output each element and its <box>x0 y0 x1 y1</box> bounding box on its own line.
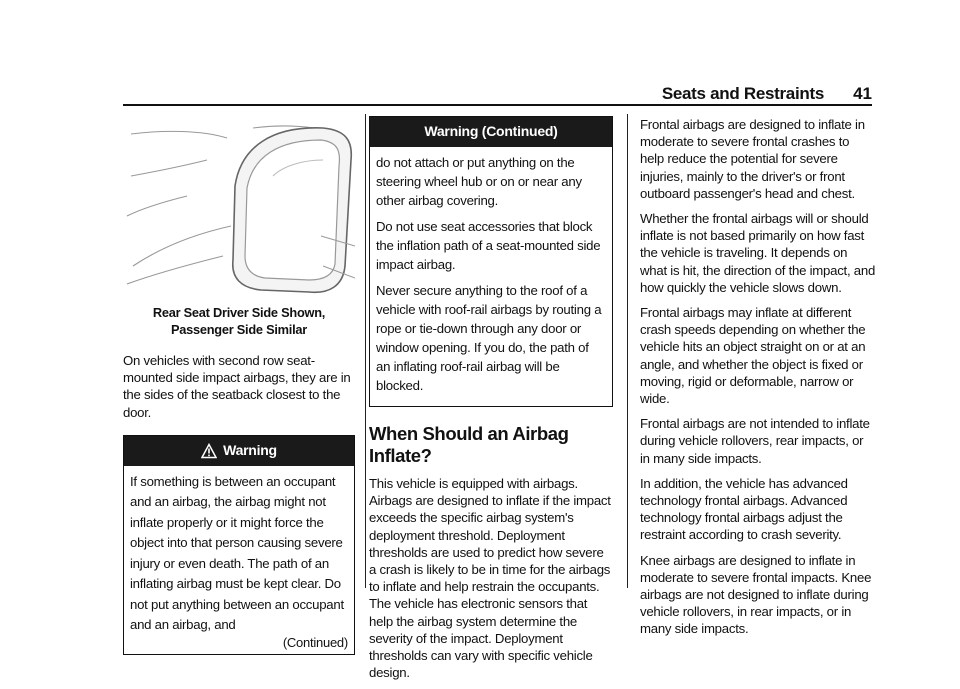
body-paragraph: Whether the frontal airbags will or should inflate is not based primarily on how fast the vehicle is traveling. It depends on what is hit, the direction of the impact, and how quickly the vehicle slows down. <box>640 211 876 295</box>
body-paragraph: Frontal airbags are not intended to inflate during vehicle rollovers, rear impacts, or in many side impacts. <box>640 416 870 466</box>
page-number: 41 <box>853 84 872 103</box>
body-paragraph: Frontal airbags are designed to inflate in moderate to severe frontal crashes to help reduce the potential for severe injuries, mainly to the driver's or front outboard passenger's head and chest. <box>640 117 865 201</box>
continued-label: (Continued) <box>282 634 348 650</box>
seat-airbag-illustration <box>123 116 355 296</box>
column-divider <box>365 114 366 588</box>
body-paragraph: This vehicle is equipped with airbags. Airbags are designed to inflate if the impact exceeds the specific airbag system's deployment threshold. Deployment thresholds are used to predict how severe a crash is likely to be in time for the airbags to inflate and help restrain the occupants. The vehicle has electronic sensors that help the airbag system determine the severity of the impact. Deployment thresholds can vary with specific vehicle design. <box>369 476 611 681</box>
column-divider <box>627 114 628 588</box>
warning-body <box>124 466 354 654</box>
intro-paragraph: On vehicles with second row seat-mounted side impact airbags, they are in the sides of the seatback closest to the door. <box>123 353 351 420</box>
body-paragraph: Knee airbags are designed to inflate in moderate to severe frontal impacts. Knee airbags are not designed to inflate during vehicle rollovers, in rear impacts, or in many side impacts. <box>640 552 872 637</box>
warning-continued-box <box>369 116 613 407</box>
warning-title: Warning <box>223 442 277 459</box>
body-paragraph: Frontal airbags may inflate at different crash speeds depending on whether the vehicle hits an object straight on or at an angle, and whether the object is fixed or moving, rigid or deformable, narrow or wide. <box>640 305 866 407</box>
figure-caption: Rear Seat Driver Side Shown, Passenger Side Similar <box>152 305 326 337</box>
header-rule <box>123 104 872 106</box>
warning-box <box>123 435 355 655</box>
warning-continued-body <box>370 147 612 406</box>
airbag-module-icon <box>233 128 352 292</box>
section-title: Seats and Restraints <box>661 84 824 103</box>
warning-continued-header: Warning (Continued) <box>370 117 612 147</box>
column-3 <box>640 116 876 646</box>
warning-header <box>124 436 354 466</box>
column-2 <box>369 116 613 689</box>
section-heading: When Should an Airbag Inflate? <box>369 423 569 466</box>
warning-paragraph: Never secure anything to the roof of a vehicle with roof-rail airbags by routing a rope or tie-down through any door or window opening. If you do, the path of an inflating roof-rail airbag will be blocked. <box>376 283 602 393</box>
warning-paragraph: Do not use seat accessories that block the inflation path of a seat-mounted side impact airbag. <box>376 219 601 272</box>
warning-text: If something is between an occupant and an airbag, the airbag might not inflate properly or it might force the object into that person causing severe injury or even death. The path of an inflating airbag must be kept clear. Do not put anything between an occupant and an airbag, and <box>130 473 344 633</box>
body-paragraph: In addition, the vehicle has advanced technology frontal airbags. Advanced technology frontal airbags adjust the restraint according to crash severity. <box>640 475 848 543</box>
warning-paragraph: do not attach or put anything on the steering wheel hub or on or near any other airbag covering. <box>376 155 582 208</box>
seat-airbag-drawing <box>123 116 355 296</box>
warning-triangle-icon <box>201 443 217 459</box>
column-1 <box>123 116 355 655</box>
